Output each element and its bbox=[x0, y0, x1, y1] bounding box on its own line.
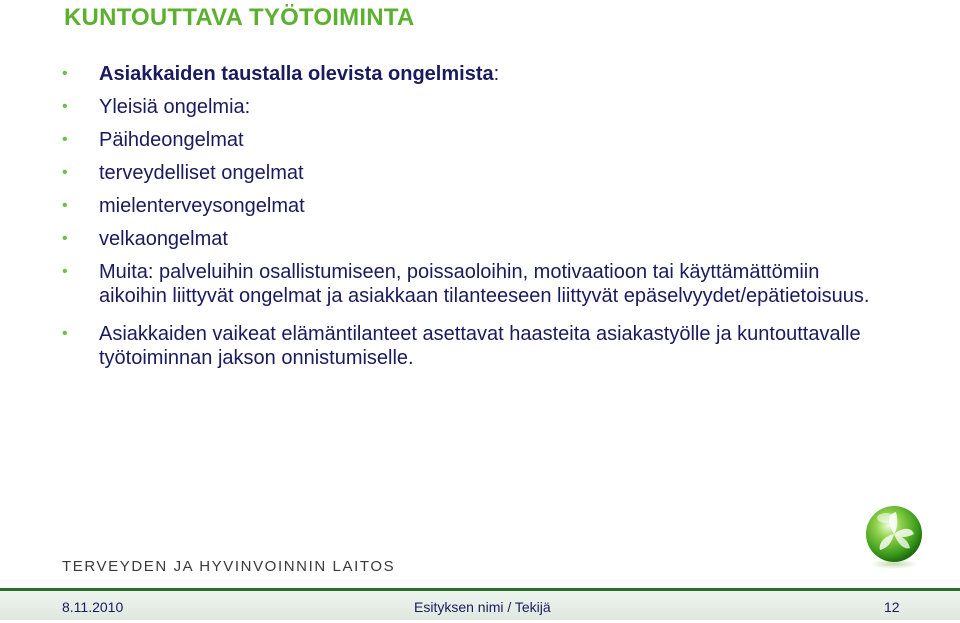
list-item-text: terveydelliset ongelmat bbox=[99, 162, 304, 184]
footer-page-number: 12 bbox=[884, 599, 900, 615]
list-item bbox=[62, 95, 892, 119]
list-item-text: Asiakkaiden vaikeat elämäntilanteet asettavat haasteita asiakastyölle ja kuntouttavalle työtoiminnan jakson onnistumiselle. bbox=[99, 323, 861, 369]
bullet-icon: • bbox=[62, 65, 68, 82]
list-item-text: mielenterveysongelmat bbox=[99, 195, 305, 217]
intro-suffix: : bbox=[493, 63, 500, 85]
organization-name: TERVEYDEN JA HYVINVOINNIN LAITOS bbox=[62, 558, 396, 575]
footer-presentation-name: Esityksen nimi / Tekijä bbox=[414, 599, 551, 615]
bullet-icon: • bbox=[62, 325, 68, 342]
footer-bar bbox=[0, 588, 960, 623]
list-item-text: Päihdeongelmat bbox=[99, 129, 244, 151]
list-item bbox=[62, 194, 892, 218]
list-item-text: velkaongelmat bbox=[99, 228, 228, 250]
bullet-icon: • bbox=[62, 98, 68, 115]
list-item bbox=[62, 161, 892, 185]
list-item bbox=[62, 128, 892, 152]
list-item-text: Muita: palveluihin osallistumiseen, poissaoloihin, motivaatioon tai käyttämättömiin aikoihin liittyvät ongelmat ja asiakkaan tilanteeseen liittyvät epäselvyydet/epätietoisuus. bbox=[99, 261, 870, 307]
bullet-icon: • bbox=[62, 131, 68, 148]
bullet-icon: • bbox=[62, 164, 68, 181]
bullet-icon: • bbox=[62, 263, 68, 280]
list-item bbox=[62, 260, 892, 308]
green-sphere-leaf-icon bbox=[858, 500, 928, 570]
footer-date: 8.11.2010 bbox=[62, 599, 124, 615]
bullet-icon: • bbox=[62, 230, 68, 247]
slide-title: KUNTOUTTAVA TYÖTOIMINTA bbox=[64, 4, 415, 31]
list-item-text: Yleisiä ongelmia: bbox=[99, 96, 251, 118]
bullet-list bbox=[62, 62, 892, 379]
list-item bbox=[62, 322, 892, 370]
list-item-intro bbox=[62, 62, 892, 86]
list-item bbox=[62, 227, 892, 251]
bullet-icon: • bbox=[62, 197, 68, 214]
intro-heading: Asiakkaiden taustalla olevista ongelmista bbox=[99, 63, 494, 85]
